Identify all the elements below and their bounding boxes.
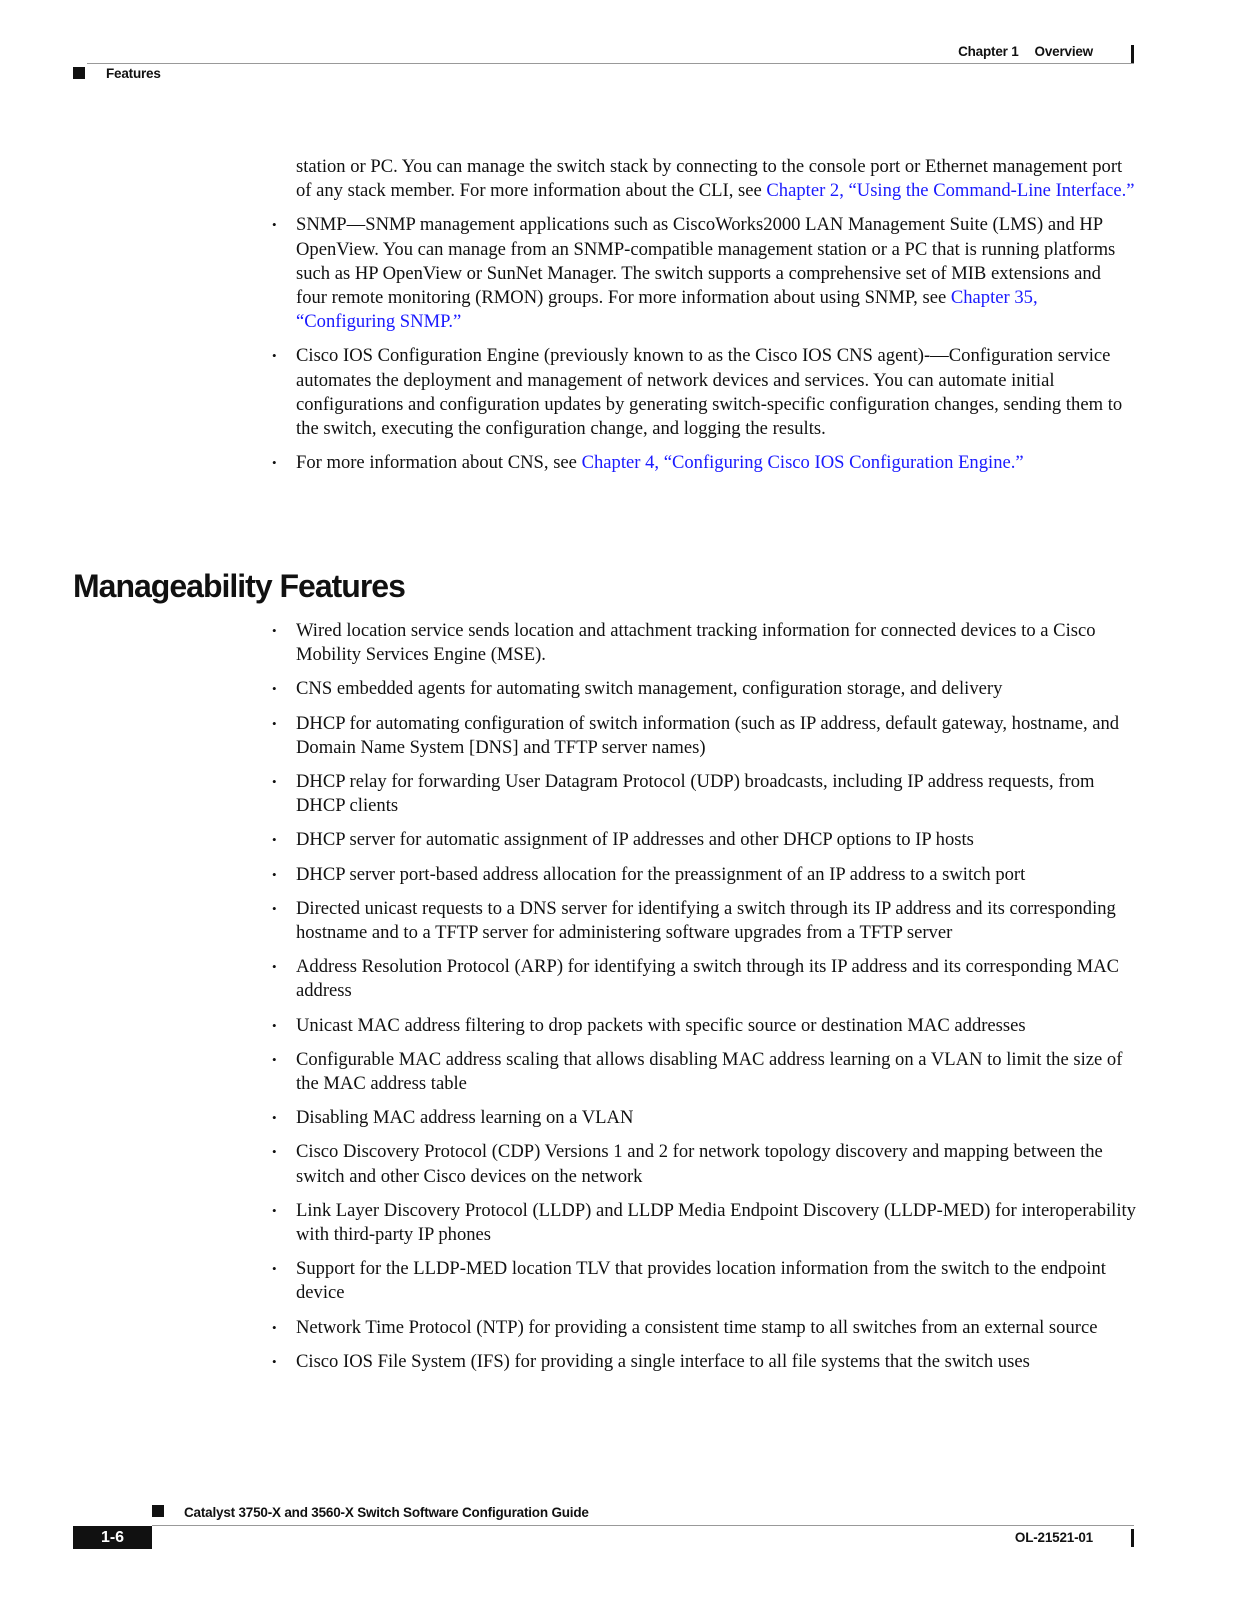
running-header-chapter — [958, 44, 1093, 59]
footer-rule — [152, 1525, 1134, 1526]
list-item — [272, 677, 1136, 701]
list-item — [272, 897, 1136, 945]
footer-square-marker — [152, 1505, 164, 1517]
list-item — [272, 619, 1136, 667]
bullet-icon: • — [272, 715, 277, 731]
bullet-icon: • — [272, 900, 277, 916]
running-header-section: Features — [106, 66, 161, 81]
list-item — [272, 1199, 1136, 1247]
intro-bullet-snmp — [272, 213, 1136, 334]
bullet-icon: • — [272, 681, 277, 697]
bullet-icon: • — [272, 1051, 277, 1067]
list-item-text: Unicast MAC address filtering to drop packets with specific source or destination MAC addresses — [296, 1014, 1026, 1036]
intro-bullet-cns — [272, 451, 1136, 475]
list-item — [272, 955, 1136, 1003]
bullet-icon: • — [272, 217, 277, 233]
list-item-text: Configurable MAC address scaling that allows disabling MAC address learning on a VLAN to limit the size of the MAC address table — [296, 1048, 1123, 1095]
chapter-title: Overview — [1034, 44, 1093, 59]
bullet-icon: • — [272, 348, 277, 364]
list-item — [272, 712, 1136, 760]
list-item-text: Network Time Protocol (NTP) for providing a consistent time stamp to all switches from an external source — [296, 1316, 1098, 1338]
list-item-text: Support for the LLDP-MED location TLV that provides location information from the switch to the endpoint device — [296, 1258, 1106, 1304]
footer-guide-title: Catalyst 3750-X and 3560-X Switch Software Configuration Guide — [184, 1505, 589, 1520]
list-item — [272, 828, 1136, 852]
bullet-icon: • — [272, 1017, 277, 1033]
bullet-icon: • — [272, 959, 277, 975]
bullet-text: SNMP—SNMP management applications such as CiscoWorks2000 LAN Management Suite (LMS) and HP OpenView. You can manage from an SNMP-compatible management station or a PC that is running platforms such as HP OpenView or SunNet Manager. The switch supports a comprehensive set of MIB extensions and four remote monitoring (RMON) groups. For more information about using SNMP, see — [296, 214, 1116, 309]
header-rule — [87, 63, 1134, 64]
intro-continued-paragraph — [296, 155, 1136, 203]
list-item-text: Wired location service sends location and attachment tracking information for connected devices to a Cisco Mobility Services Engine (MSE). — [296, 620, 1096, 666]
list-item-text: Cisco IOS File System (IFS) for providing a single interface to all file systems that the switch uses — [296, 1350, 1030, 1372]
intro-bullet-config-engine — [272, 344, 1136, 441]
link-chapter-35[interactable]: Chapter 35, “Configuring SNMP.” — [296, 287, 1038, 333]
list-item-text: CNS embedded agents for automating switch management, configuration storage, and delivery — [296, 678, 1003, 700]
bullet-icon: • — [272, 455, 277, 471]
list-item — [272, 770, 1136, 818]
header-square-marker — [73, 67, 85, 79]
bullet-icon: • — [272, 1144, 277, 1160]
list-item-text: Directed unicast requests to a DNS server for identifying a switch through its IP address and its corresponding hostname and to a TFTP server for administering software upgrades from a TFTP server — [296, 897, 1116, 944]
link-chapter-2[interactable]: Chapter 2, “Using the Command-Line Interface.” — [766, 180, 1135, 202]
bullet-icon: • — [272, 832, 277, 848]
features-list — [272, 619, 1136, 1384]
bullet-icon: • — [272, 1261, 277, 1277]
footer-bar — [1131, 1529, 1134, 1547]
section-heading: Manageability Features — [73, 568, 405, 604]
list-item-text: Cisco Discovery Protocol (CDP) Versions 1 and 2 for network topology discovery and mapping between the switch and other Cisco devices on the network — [296, 1141, 1103, 1187]
header-bar — [1131, 45, 1134, 63]
bullet-text: For more information about CNS, see — [296, 452, 582, 474]
list-item — [272, 1140, 1136, 1188]
bullet-icon: • — [272, 1319, 277, 1335]
list-item-text: DHCP relay for forwarding User Datagram Protocol (UDP) broadcasts, including IP address requests, from DHCP clients — [296, 771, 1095, 817]
bullet-icon: • — [272, 1110, 277, 1126]
document-number: OL-21521-01 — [1014, 1530, 1093, 1545]
chapter-number: Chapter 1 — [958, 44, 1019, 59]
list-item — [272, 1014, 1136, 1038]
list-item-text: DHCP server port-based address allocation for the preassignment of an IP address to a switch port — [296, 863, 1026, 885]
list-item — [272, 863, 1136, 887]
list-item — [272, 1316, 1136, 1340]
intro-continued-text: station or PC. You can manage the switch stack by connecting to the console port or Ethernet management port of any stack member. For more information about the CLI, see — [296, 156, 1123, 202]
list-item-text: Address Resolution Protocol (ARP) for identifying a switch through its IP address and its corresponding MAC address — [296, 956, 1120, 1002]
bullet-icon: • — [272, 866, 277, 882]
bullet-icon: • — [272, 623, 277, 638]
list-item-text: Disabling MAC address learning on a VLAN — [296, 1107, 634, 1129]
bullet-icon: • — [272, 1353, 277, 1369]
list-item — [272, 1350, 1136, 1374]
list-item — [272, 1048, 1136, 1096]
link-chapter-4[interactable]: Chapter 4, “Configuring Cisco IOS Configuration Engine.” — [581, 452, 1024, 474]
list-item-text: DHCP server for automatic assignment of IP addresses and other DHCP options to IP hosts — [296, 829, 974, 851]
list-item-text: Link Layer Discovery Protocol (LLDP) and LLDP Media Endpoint Discovery (LLDP-MED) for interoperability with third-party IP phones — [296, 1199, 1136, 1246]
intro-content — [272, 155, 1136, 485]
bullet-icon: • — [272, 1202, 277, 1218]
bullet-text: Cisco IOS Configuration Engine (previously known to as the Cisco IOS CNS agent)-—Configuration service automates the deployment and management of network devices and services. You can automate initial configurations and configuration updates by generating switch-specific configuration changes, sending them to the switch, executing the configuration change, and logging the results. — [296, 345, 1123, 440]
list-item — [272, 1106, 1136, 1130]
list-item-text: DHCP for automating configuration of switch information (such as IP address, default gateway, hostname, and Domain Name System [DNS] and TFTP server names) — [296, 712, 1120, 758]
bullet-icon: • — [272, 774, 277, 790]
page-number: 1-6 — [73, 1526, 152, 1549]
list-item — [272, 1257, 1136, 1305]
